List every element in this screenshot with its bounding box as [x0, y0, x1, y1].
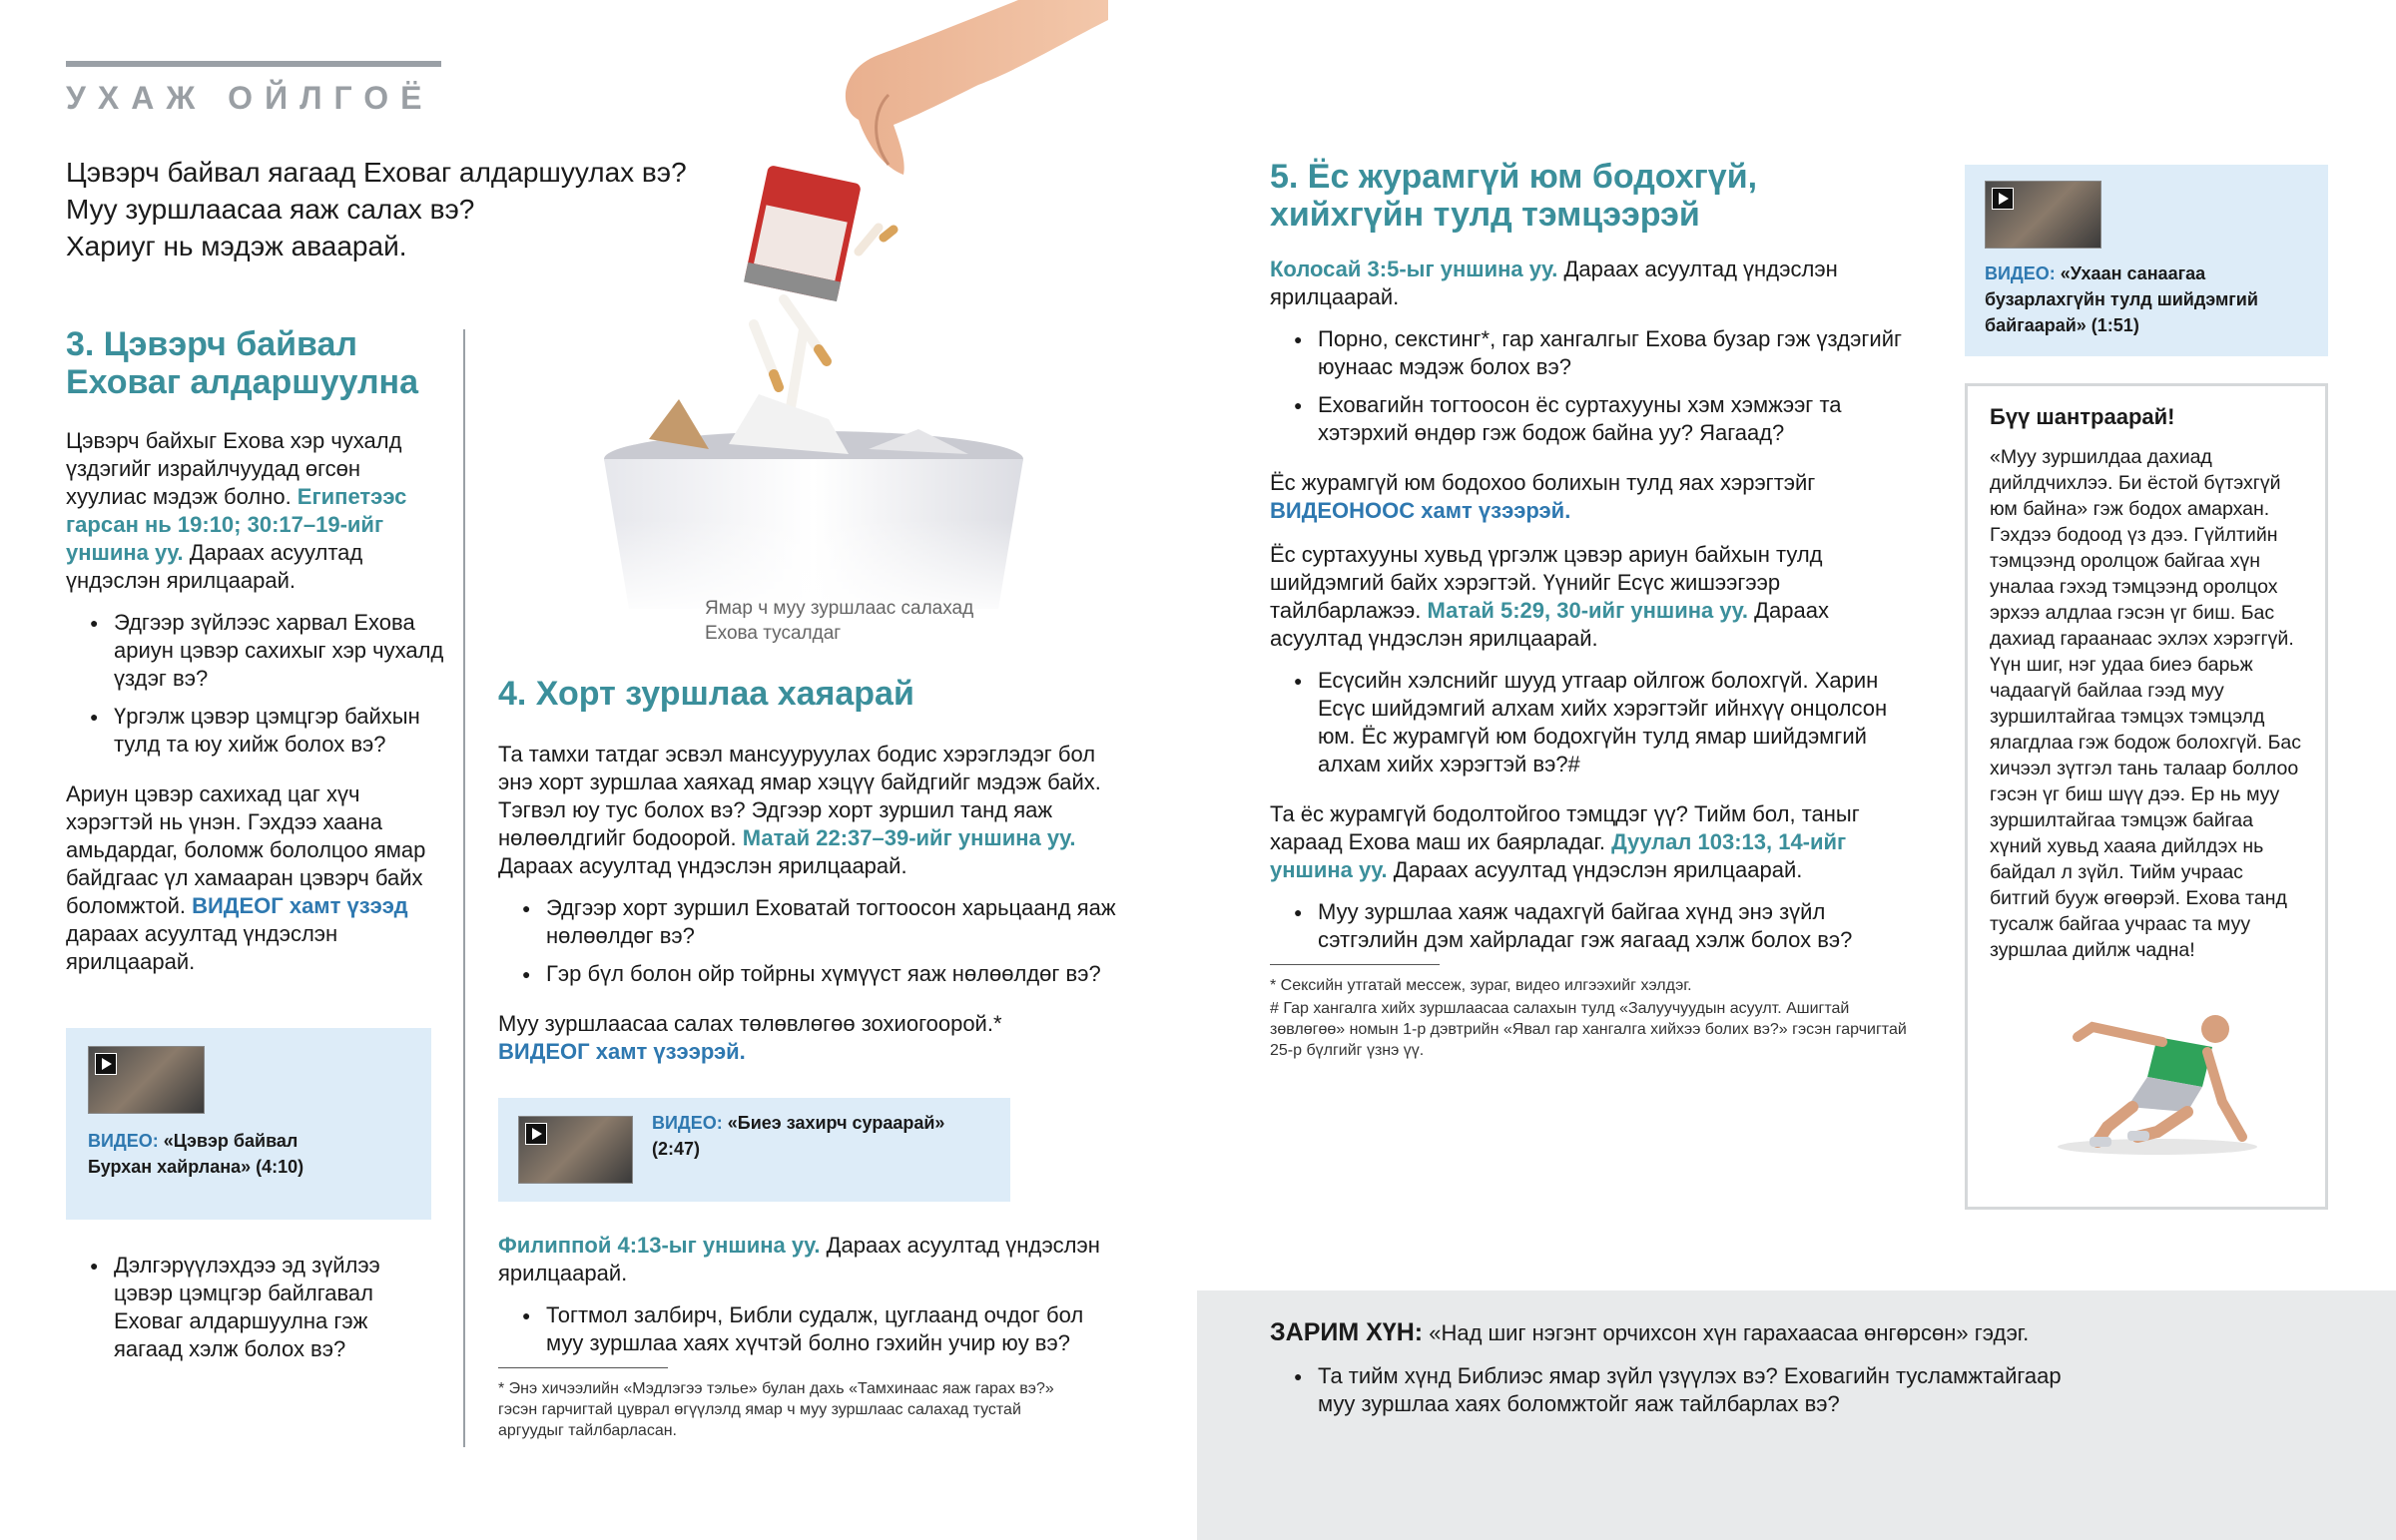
section-3 — [66, 325, 445, 976]
some-say-box — [1197, 1290, 2396, 1540]
sidebar-text: «Муу зуршилдаа дахиад дийлдчихлээ. Би ёстой бүтэхгүй юм байна» гэж бодох амархан. Гэхдээ бодоод үз дээ. Гүйлтийн тэмцээнд оролцож байгаа хүн уналаа гэхэд тэмцээнд оролцох эрхээ алдлаа гэсэн үг биш. Бас дахиад гараанаас эхлэх хэрэггүй. Үүн шиг, нэг удаа биеэ барьж чадаагүй байлаа гээд муу зуршилтайгаа тэмцэх тэмцэлд ялагдлаа гэж бодож болохгүй. Бас хичээл зүтгэл тань талаар боллоо гэсэн үг биш шүү дээ. Ер нь муу зуршилтайгаа тэмцэж байгаа хүний хувьд хааяа дийлдэх нь байдал л зүйл. Тийм учраас битгий бууж өгөөрэй. Ехова танд тусалж байгаа учраас та муу зуршлаа дийлж чадна! — [1990, 446, 2301, 961]
intro-line-2: Муу зуршлаасаа яаж салах вэ? — [66, 194, 475, 225]
trash-can-illustration — [589, 0, 1108, 619]
section-5-paragraph-3: Ёс суртахууны хувьд үргэлж цэвэр ариун байхын тулд шийдэмгий байх хэрэгтэй. Үүнийг Есүс жишээгээр тайлбарлажээ. Матай 5:29, 30-ийг уншина уу. Дараах асуултад үндэслэн ярилцаарай. — [1270, 542, 1829, 651]
list-item: ● Гэр бүл болон ойр тойрны хүмүүст яаж нөлөөлдөг вэ? — [498, 960, 1117, 988]
intro-line-1: Цэвэрч байвал яагаад Еховаг алдаршуулах вэ? — [66, 157, 687, 188]
section-3-paragraph-2: Ариун цэвэр сахихад цаг хүч хэрэгтэй нь үнэн. Гэхдээ хаана амьдардаг, боломж бололцоо ямар байдгаас үл хамааран цэвэрч байх боломжтой. ВИДЕОГ хамт үзээд дараах асуултад үндэслэн ярилцаарай. — [66, 781, 426, 974]
video-title: ВИДЕО: «Биеэ захирч сураарай» (2:47) — [652, 1113, 945, 1159]
footnote-rule — [1270, 964, 1440, 965]
video-thumbnail[interactable] — [1985, 181, 2101, 249]
sidebar-title: Бүү шантраарай! — [1990, 404, 2175, 429]
section-3-questions — [66, 609, 445, 759]
cigarette-pack-icon — [744, 165, 862, 301]
section-4-heading: 4. Хорт зуршлаа хаяарай — [498, 675, 914, 713]
hand-icon — [846, 0, 1108, 175]
video-thumbnail[interactable] — [88, 1046, 205, 1114]
section-5 — [1270, 158, 1919, 1061]
scripture-ref-psalms[interactable]: Дуулал 103:13, 14-ийг уншина уу. — [1270, 829, 1847, 882]
scripture-ref-exodus[interactable]: Египетээс гарсан нь 19:10; 30:17–19-ийг уншина уу. — [66, 484, 407, 565]
video-box-pure-mind[interactable] — [1965, 165, 2328, 356]
section-5-questions-3 — [1270, 898, 1919, 954]
footnote-1: * Сексийн утгатай мессеж, зураг, видео илгээхийг хэлдэг. — [1270, 977, 1692, 994]
play-icon[interactable] — [1992, 188, 2014, 210]
some-say-statement: ЗАРИМ ХҮН: «Над шиг нэгэнт орчихсон хүн гарахаасаа өнгөрсөн» гэдэг. — [1270, 1318, 2030, 1346]
section-3-heading: 3. Цэвэрч байвал Еховаг алдаршуулна — [66, 325, 418, 401]
section-4-paragraph-2: Муу зуршлаасаа салах төлөвлөгөө зохиогоорой.* ВИДЕОГ хамт үзээрэй. — [498, 1011, 1002, 1064]
video-link[interactable]: ВИДЕОНООС хамт үзээрэй. — [1270, 498, 1571, 523]
section-4-final-question — [498, 1301, 1117, 1357]
section-5-paragraph-1: Колосай 3:5-ыг уншина уу. Дараах асуултад үндэслэн ярилцаарай. — [1270, 257, 1838, 309]
section-4 — [498, 675, 1117, 1066]
section-4-lower — [498, 1232, 1117, 1441]
sidebar-dont-give-up — [1965, 383, 2328, 1210]
footnote-2: # Гар хангалга хийх зуршлаасаа салахын тулд «Залуучуудын асуулт. Ашигтай зөвлөгөө» номын 1-р дэвтрийн «Явал гар хангалга хийхээ болих вэ?» гэсэн гарчигтай 25-р бүлгийг үзнэ үү. — [1270, 1000, 1907, 1059]
illustration-caption — [705, 596, 973, 646]
list-item: ● Тогтмол залбирч, Библи судалж, цуглаанд очдог бол муу зуршлаа хаях хүчтэй болно гэхийн учир юу вэ? — [498, 1301, 1117, 1357]
caption-line-2: Ехова тусалдаг — [705, 623, 842, 644]
list-item: ● Эдгээр хорт зуршил Еховатай тогтоосон харьцаанд яаж нөлөөлдөг вэ? — [498, 894, 1117, 950]
section-label: УХАЖ ОЙЛГОЁ — [66, 80, 434, 116]
section-5-paragraph-2: Ёс журамгүй юм бодохоо болихын тулд яах хэрэгтэйг ВИДЕОНООС хамт үзээрэй. — [1270, 470, 1816, 523]
video-box-clean[interactable] — [66, 1028, 431, 1220]
list-item: ● Үргэлж цэвэр цэмцгэр байхын тулд та юу хийж болох вэ? — [66, 703, 445, 759]
play-icon[interactable] — [525, 1123, 547, 1145]
section-5-questions-2 — [1270, 667, 1919, 778]
video-title: ВИДЕО: «Цэвэр байвал Бурхан хайрлана» (4:10) — [88, 1131, 304, 1177]
some-say-question — [1270, 1362, 2069, 1428]
scripture-ref-colossians[interactable]: Колосай 3:5-ыг уншина уу. — [1270, 257, 1558, 281]
section-3-paragraph-1: Цэвэрч байхыг Ехова хэр чухалд үздэгийг израйлчуудад өгсөн хуулиас мэдэж болно. Египетээс гарсан нь 19:10; 30:17–19-ийг уншина уу. Дараах асуултад үндэслэн ярилцаарай. — [66, 428, 407, 593]
section-4-paragraph-3: Филиппой 4:13-ыг уншина уу. Дараах асуултад үндэслэн ярилцаарай. — [498, 1233, 1100, 1285]
scripture-ref-matthew[interactable]: Матай 22:37–39-ийг уншина уу. — [742, 825, 1076, 850]
scripture-ref-philippians[interactable]: Филиппой 4:13-ыг уншина уу. — [498, 1233, 821, 1258]
play-icon[interactable] — [95, 1053, 117, 1075]
section-3-final-question — [66, 1252, 425, 1373]
list-item: ● Дэлгэрүүлэхдээ эд зүйлээ цэвэр цэмцгэр байлгавал Еховаг алдаршуулна гэж яагаад хэлж болох вэ? — [66, 1252, 425, 1363]
list-item: ● Еховагийн тогтоосон ёс суртахууны хэм хэмжээг та хэтэрхий өндөр гэж бодож байна уу? Яагаад? — [1270, 391, 1919, 447]
section-4-paragraph-1: Та тамхи татдаг эсвэл мансууруулах бодис хэрэглэдэг бол энэ хорт зуршлаа хаяхад ямар хэцүү байдгийг мэдэж байх. Тэгвэл юу тус болох вэ? Эдгээр хорт зуршил танд яаж нөлөөлдгийг бодоорой. Матай 22:37–39-ийг уншина уу. Дараах асуултад үндэслэн ярилцаарай. — [498, 742, 1101, 878]
section-4-questions — [498, 894, 1117, 988]
section-5-heading: 5. Ёс журамгүй юм бодохгүй, хийхгүйн тулд тэмцээрэй — [1270, 158, 1758, 234]
list-item: ● Муу зуршлаа хаяж чадахгүй байгаа хүнд энэ зүйл сэтгэлийн дэм хайрладаг гэж яагаад хэлж болох вэ? — [1270, 898, 1919, 954]
header-rule — [66, 61, 441, 67]
intro-line-3: Хариуг нь мэдэж аваарай. — [66, 231, 407, 261]
video-box-self-control[interactable] — [498, 1098, 1010, 1202]
video-thumbnail[interactable] — [518, 1116, 633, 1184]
runner-icon — [2038, 1007, 2277, 1157]
list-item: ● Порно, секстинг*, гар хангалгыг Ехова бузар гэж үздэгийг юунаас мэдэж болох вэ? — [1270, 325, 1919, 381]
column-divider — [463, 329, 465, 1447]
list-item: ● Есүсийн хэлснийг шууд утгаар ойлгож болохгүй. Харин Есүс шийдэмгий алхам хийх хэрэгтэйг ийнхүү онцолсон юм. Ёс журамгүй юм бодохгүйн тулд ямар шийдэмгий алхам хийх хэрэгтэй вэ?# — [1270, 667, 1919, 778]
video-link[interactable]: ВИДЕОГ хамт үзээрэй. — [498, 1039, 746, 1064]
section-5-questions-1 — [1270, 325, 1919, 447]
list-item: ● Та тийм хүнд Библиэс ямар зүйл үзүүлэх вэ? Еховагийн тусламжтайгаар муу зуршлаа хаях боломжтойг яаж тайлбарлах вэ? — [1270, 1362, 2069, 1418]
footnote: * Энэ хичээлийн «Мэдлэгээ тэлье» булан дахь «Тамхинаас яаж гарах вэ?» гэсэн гарчигтай цуврал өгүүлэлд ямар ч муу зуршлаас салахад тустай аргуудыг тайлбарласан. — [498, 1380, 1054, 1439]
caption-line-1: Ямар ч муу зуршлаас салахад — [705, 598, 974, 619]
footnote-rule — [498, 1367, 668, 1368]
video-link[interactable]: ВИДЕОГ хамт үзээд — [192, 893, 408, 918]
section-5-paragraph-4: Та ёс журамгүй бодолтойгоо тэмцдэг үү? Тийм бол, таныг хараад Ехова маш их баярладаг. Дуулал 103:13, 14-ийг уншина уу. Дараах асуултад үндэслэн ярилцаарай. — [1270, 801, 1860, 882]
list-item: ● Эдгээр зүйлээс харвал Ехова ариун цэвэр сахихыг хэр чухалд үздэг вэ? — [66, 609, 445, 693]
video-title: ВИДЕО: «Ухаан санаагаа бузарлахгүйн тулд шийдэмгий байгаарай» (1:51) — [1985, 263, 2258, 335]
scripture-ref-matthew-5[interactable]: Матай 5:29, 30-ийг уншина уу. — [1427, 598, 1749, 623]
